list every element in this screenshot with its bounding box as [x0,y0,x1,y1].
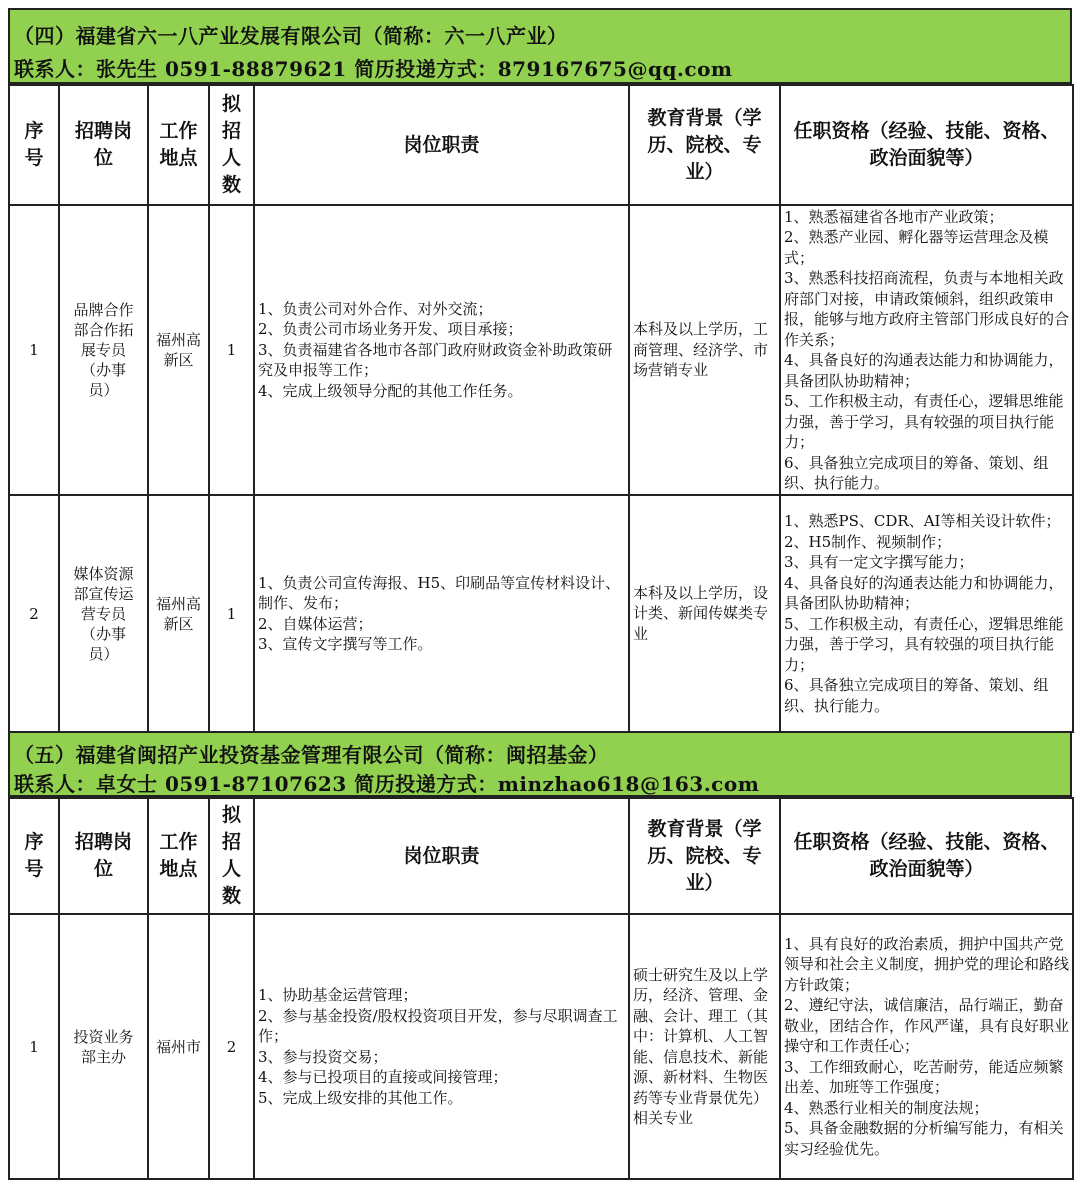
cell-duties: 1、负责公司对外合作、对外交流； 2、负责公司市场业务开发、项目承接； 3、负责福建省各地市各部门政府财政资金补助政策研究及申报等工作； 4、完成上级领导分配的其他工作任务。 [254,205,629,495]
header-duties: 岗位职责 [254,85,629,205]
cell-position: 投资业务部主办 [59,914,148,1179]
table-row [9,495,1073,732]
cell-location: 福州高新区 [148,495,209,732]
cell-education: 本科及以上学历，设计类、新闻传媒类专业 [629,495,780,732]
section-4-table [8,84,1074,733]
header-education: 教育背景（学历、院校、专业） [629,85,780,205]
section-4-banner [8,8,1072,84]
cell-position: 品牌合作部合作拓展专员（办事员） [59,205,148,495]
section-5-contact: 联系人：卓女士 0591-87107623 简历投递方式：minzhao618@163.com [14,772,760,796]
cell-duties: 1、负责公司宣传海报、H5、印刷品等宣传材料设计、制作、发布； 2、自媒体运营； 3、宣传文字撰写等工作。 [254,495,629,732]
header-count: 拟招人数 [209,798,254,914]
cell-location: 福州市 [148,914,209,1179]
table-header-row [9,85,1073,205]
table-row [9,205,1073,495]
header-requirements: 任职资格（经验、技能、资格、政治面貌等） [780,798,1073,914]
header-count: 拟招人数 [209,85,254,205]
header-duties: 岗位职责 [254,798,629,914]
header-position: 招聘岗位 [59,798,148,914]
cell-no: 2 [9,495,59,732]
header-location: 工作地点 [148,798,209,914]
header-position: 招聘岗位 [59,85,148,205]
cell-requirements: 1、具有良好的政治素质，拥护中国共产党领导和社会主义制度，拥护党的理论和路线方针政策； 2、遵纪守法，诚信廉洁，品行端正，勤奋敬业，团结合作，作风严谨，具有良好职业操守和工作责任心； 3、工作细致耐心，吃苦耐劳，能适应频繁出差、加班等工作强度； 4、熟悉行业相关的制度法规； 5、具备金融数据的分析编写能力，有相关实习经验优先。 [780,914,1073,1179]
table-row [9,914,1073,1179]
table-header-row [9,798,1073,914]
header-location: 工作地点 [148,85,209,205]
cell-position: 媒体资源部宣传运营专员（办事员） [59,495,148,732]
section-4-title: （四）福建省六一八产业发展有限公司（简称：六一八产业） [14,24,568,48]
cell-location: 福州高新区 [148,205,209,495]
section-5-table [8,797,1074,1180]
header-requirements: 任职资格（经验、技能、资格、政治面貌等） [780,85,1073,205]
section-5-banner [8,731,1072,797]
cell-requirements: 1、熟悉福建省各地市产业政策； 2、熟悉产业园、孵化器等运营理念及模式； 3、熟悉科技招商流程，负责与本地相关政府部门对接，申请政策倾斜，组织政策申报，能够与地方政府主管部门形成良好的合作关系； 4、具备良好的沟通表达能力和协调能力，具备团队协助精神； 5、工作积极主动，有责任心，逻辑思维能力强，善于学习，具有较强的项目执行能力； 6、具备独立完成项目的筹备、策划、组织、执行能力。 [780,205,1073,495]
cell-education: 硕士研究生及以上学历，经济、管理、金融、会计、理工（其中：计算机、人工智能、信息技术、新能源、新材料、生物医药等专业背景优先）相关专业 [629,914,780,1179]
header-no: 序号 [9,798,59,914]
cell-no: 1 [9,914,59,1179]
cell-count: 1 [209,205,254,495]
cell-requirements: 1、熟悉PS、CDR、AI等相关设计软件； 2、H5制作、视频制作； 3、具有一定文字撰写能力； 4、具备良好的沟通表达能力和协调能力，具备团队协助精神； 5、工作积极主动，有责任心，逻辑思维能力强，善于学习，具有较强的项目执行能力； 6、具备独立完成项目的筹备、策划、组织、执行能力。 [780,495,1073,732]
section-5-title: （五）福建省闽招产业投资基金管理有限公司（简称：闽招基金） [14,743,609,767]
cell-duties: 1、协助基金运营管理； 2、参与基金投资/股权投资项目开发，参与尽职调查工作； 3、参与投资交易； 4、参与已投项目的直接或间接管理； 5、完成上级安排的其他工作。 [254,914,629,1179]
cell-count: 1 [209,495,254,732]
cell-no: 1 [9,205,59,495]
header-no: 序号 [9,85,59,205]
cell-education: 本科及以上学历，工商管理、经济学、市场营销专业 [629,205,780,495]
header-education: 教育背景（学历、院校、专业） [629,798,780,914]
cell-count: 2 [209,914,254,1179]
section-4-contact: 联系人：张先生 0591-88879621 简历投递方式：879167675@qq.com [14,57,733,81]
